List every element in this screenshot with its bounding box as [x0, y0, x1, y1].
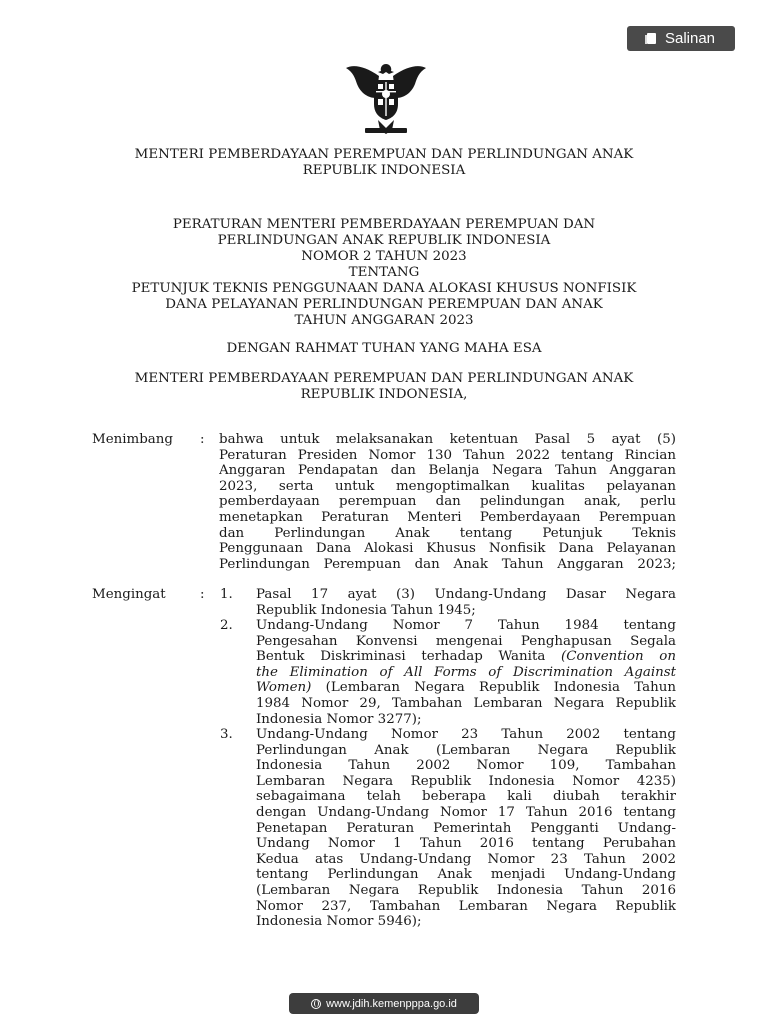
- text-line: Peraturan Presiden Nomor 130 Tahun 2022 tentang Rincian: [219, 447, 676, 463]
- text-line: Republik Indonesia Tahun 1945;: [256, 602, 476, 618]
- text-line: Perlindungan Perempuan dan Anak Tahun Anggaran 2023;: [219, 556, 676, 572]
- website-link[interactable]: [289, 993, 479, 1014]
- issuer-line-2: REPUBLIK INDONESIA: [302, 163, 466, 178]
- text-line: Lembaran Negara Republik Indonesia Nomor 4235): [256, 773, 676, 789]
- text-line: Bentuk Diskriminasi terhadap Wanita (Convention on: [256, 649, 676, 665]
- text-line: Pengesahan Konvensi mengenai Penghapusan Segala: [256, 633, 676, 649]
- mengingat-label: Mengingat: [92, 587, 166, 602]
- document-icon: [647, 33, 656, 44]
- item-number: 2.: [220, 618, 233, 633]
- text-line: Pasal 17 ayat (3) Undang-Undang Dasar Negara: [256, 587, 676, 602]
- text-line: Undang-Undang Nomor 7 Tahun 1984 tentang: [256, 618, 676, 633]
- title-line: DANA PELAYANAN PERLINDUNGAN PEREMPUAN DAN ANAK: [165, 297, 603, 312]
- regulation-title: [0, 217, 768, 329]
- text-line: bahwa untuk melaksanakan ketentuan Pasal 5 ayat (5): [219, 432, 676, 447]
- mengingat-item-3: [256, 727, 676, 930]
- mengingat-item-2: [256, 618, 676, 727]
- menimbang-label: Menimbang: [92, 432, 173, 447]
- title-line: PERATURAN MENTERI PEMBERDAYAAN PEREMPUAN DAN: [172, 217, 596, 232]
- text-line: Penggunaan Dana Alokasi Khusus Nonfisik Dana Pelayanan: [219, 541, 676, 557]
- mengingat-colon: :: [200, 587, 205, 602]
- text-line: 2023, serta untuk mengoptimalkan kualitas pelayanan: [219, 478, 676, 494]
- text-line: Anggaran Pendapatan dan Belanja Negara Tahun Anggaran: [219, 463, 676, 479]
- text-line: pemberdayaan perempuan dan pelindungan anak, perlu: [219, 494, 676, 510]
- title-line: TAHUN ANGGARAN 2023: [294, 313, 474, 328]
- mengingat-item-1: [256, 587, 676, 618]
- menimbang-text: [219, 432, 676, 572]
- rahmat-line: DENGAN RAHMAT TUHAN YANG MAHA ESA: [226, 341, 542, 356]
- text-line: menetapkan Peraturan Menteri Pemberdayaan Perempuan: [219, 509, 676, 525]
- text-line: Undang Nomor 1 Tahun 2016 tentang Perubahan: [256, 836, 676, 852]
- text-line: Penetapan Peraturan Pemerintah Pengganti Undang-: [256, 820, 676, 836]
- text-line: Nomor 237, Tambahan Lembaran Negara Republik: [256, 898, 676, 914]
- title-line: TENTANG: [348, 265, 420, 280]
- text-line: Indonesia Nomor 3277);: [256, 711, 422, 727]
- garuda-emblem-icon: [343, 58, 429, 136]
- website-url: www.jdih.kemenpppa.go.id: [326, 997, 457, 1010]
- text-line: tentang Perlindungan Anak menjadi Undang-Undang: [256, 867, 676, 883]
- item-number: 3.: [220, 727, 233, 742]
- text-line: the Elimination of All Forms of Discrimination Against: [256, 664, 676, 680]
- issuer-heading: [0, 147, 768, 179]
- text-line: dan Perlindungan Anak tentang Petunjuk Teknis: [219, 525, 676, 541]
- salinan-button[interactable]: [627, 26, 735, 51]
- text-line: (Lembaran Negara Republik Indonesia Tahun 2016: [256, 882, 676, 898]
- rahmat-heading: [0, 341, 768, 357]
- item-number: 1.: [220, 587, 233, 602]
- minister-line-1: MENTERI PEMBERDAYAAN PEREMPUAN DAN PERLINDUNGAN ANAK: [134, 371, 634, 386]
- text-line: Indonesia Nomor 5946);: [256, 914, 422, 930]
- title-line: PERLINDUNGAN ANAK REPUBLIK INDONESIA: [217, 233, 551, 248]
- title-line: PETUNJUK TEKNIS PENGGUNAAN DANA ALOKASI KHUSUS NONFISIK: [131, 281, 637, 296]
- text-line: Undang-Undang Nomor 23 Tahun 2002 tentang: [256, 727, 676, 742]
- text-line: Women) (Lembaran Negara Republik Indonesia Tahun: [256, 680, 676, 696]
- minister-line-2: REPUBLIK INDONESIA,: [300, 387, 468, 402]
- text-line: Kedua atas Undang-Undang Nomor 23 Tahun 2002: [256, 851, 676, 867]
- text-line: 1984 Nomor 29, Tambahan Lembaran Negara Republik: [256, 695, 676, 711]
- text-line: sebagaimana telah beberapa kali diubah terakhir: [256, 789, 676, 805]
- globe-icon: [311, 999, 321, 1009]
- title-line: NOMOR 2 TAHUN 2023: [301, 249, 467, 264]
- menimbang-colon: :: [200, 432, 205, 447]
- text-line: Perlindungan Anak (Lembaran Negara Republik: [256, 742, 676, 758]
- text-line: dengan Undang-Undang Nomor 17 Tahun 2016 tentang: [256, 804, 676, 820]
- minister-heading: [0, 371, 768, 403]
- salinan-label: Salinan: [664, 30, 716, 47]
- issuer-line-1: MENTERI PEMBERDAYAAN PEREMPUAN DAN PERLINDUNGAN ANAK: [134, 147, 634, 162]
- text-line: Indonesia Tahun 2002 Nomor 109, Tambahan: [256, 758, 676, 774]
